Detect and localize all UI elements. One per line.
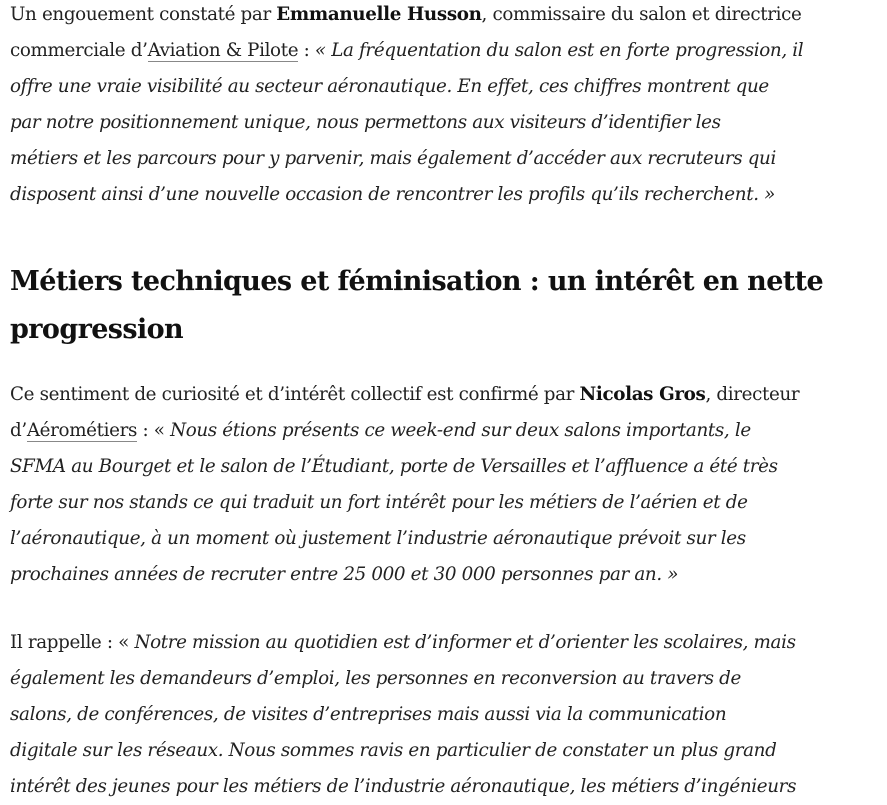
- aerometiers-link[interactable]: Aérométiers: [26, 420, 138, 441]
- paragraph-1-line-3: [10, 69, 769, 105]
- quote-text: digitale sur les réseaux. Nous sommes ravis en particulier de constater un plus grand: [10, 740, 777, 761]
- paragraph-2-line-3: [10, 449, 778, 485]
- paragraph-1-line-1: [10, 0, 802, 33]
- quote-text: Notre mission au quotidien est d’informer et d’orienter les scolaires, mais: [134, 632, 796, 653]
- paragraph-1-line-6: [10, 177, 775, 213]
- person-name: Emmanuelle Husson: [276, 4, 482, 25]
- paragraph-2-line-5: [10, 521, 746, 557]
- quote-text: l’aéronautique, à un moment où justement l’industrie aéronautique prévoit sur les: [10, 528, 746, 549]
- paragraph-2-line-4: [10, 485, 748, 521]
- quote-text: Nous étions présents ce week-end sur deux salons importants, le: [170, 420, 751, 441]
- quote-text: forte sur nos stands ce qui traduit un fort intérêt pour les métiers de l’aérien et de: [10, 492, 748, 513]
- quote-text: « La fréquentation du salon est en forte progression, il: [314, 40, 804, 61]
- quote-text: également les demandeurs d’emploi, les personnes en reconversion au travers de: [10, 668, 741, 689]
- text: :: [298, 40, 315, 61]
- quote-text: offre une vraie visibilité au secteur aéronautique. En effet, ces chiffres montrent que: [10, 76, 769, 97]
- paragraph-1-line-5: [10, 141, 776, 177]
- paragraph-3-line-3: [10, 697, 726, 733]
- paragraph-3-line-1: [10, 625, 796, 661]
- section-heading-line-1: Métiers techniques et féminisation : un intérêt en nette: [10, 266, 824, 297]
- text: Un engouement constaté par: [10, 4, 277, 25]
- quote-text: métiers et les parcours pour y parvenir, mais également d’accéder aux recruteurs qui: [10, 148, 776, 169]
- text: commerciale d’: [10, 40, 148, 61]
- text: Ce sentiment de curiosité et d’intérêt collectif est confirmé par: [10, 384, 580, 405]
- quote-text: intérêt des jeunes pour les métiers de l’industrie aéronautique, les métiers d’ingénieurs: [10, 776, 797, 797]
- quote-text: salons, de conférences, de visites d’entreprises mais aussi via la communication: [10, 704, 727, 725]
- quote-text: par notre positionnement unique, nous permettons aux visiteurs d’identifier les: [10, 112, 721, 133]
- paragraph-3-line-4: [10, 733, 776, 769]
- paragraph-2-line-6: [10, 557, 678, 593]
- paragraph-3-line-5: [10, 769, 796, 805]
- paragraph-1-line-4: [10, 105, 721, 141]
- text: Il rappelle : «: [10, 632, 135, 653]
- text: d’: [10, 420, 27, 441]
- quote-text: SFMA au Bourget et le salon de l’Étudiant, porte de Versailles et l’affluence a été très: [10, 456, 778, 477]
- paragraph-1-line-2: [10, 33, 803, 69]
- text: , directeur: [705, 384, 800, 405]
- text: , commissaire du salon et directrice: [481, 4, 802, 25]
- quote-text: prochaines années de recruter entre 25 000 et 30 000 personnes par an. »: [10, 564, 679, 585]
- paragraph-2-line-1: [10, 377, 799, 413]
- paragraph-3-line-2: [10, 661, 741, 697]
- person-name: Nicolas Gros: [579, 384, 706, 405]
- paragraph-2-line-2: [10, 413, 751, 449]
- quote-text: disposent ainsi d’une nouvelle occasion de rencontrer les profils qu’ils recherchent. »: [10, 184, 775, 205]
- text: : «: [137, 420, 171, 441]
- aviation-pilote-link[interactable]: Aviation & Pilote: [147, 40, 299, 61]
- section-heading-line-2: progression: [10, 314, 184, 345]
